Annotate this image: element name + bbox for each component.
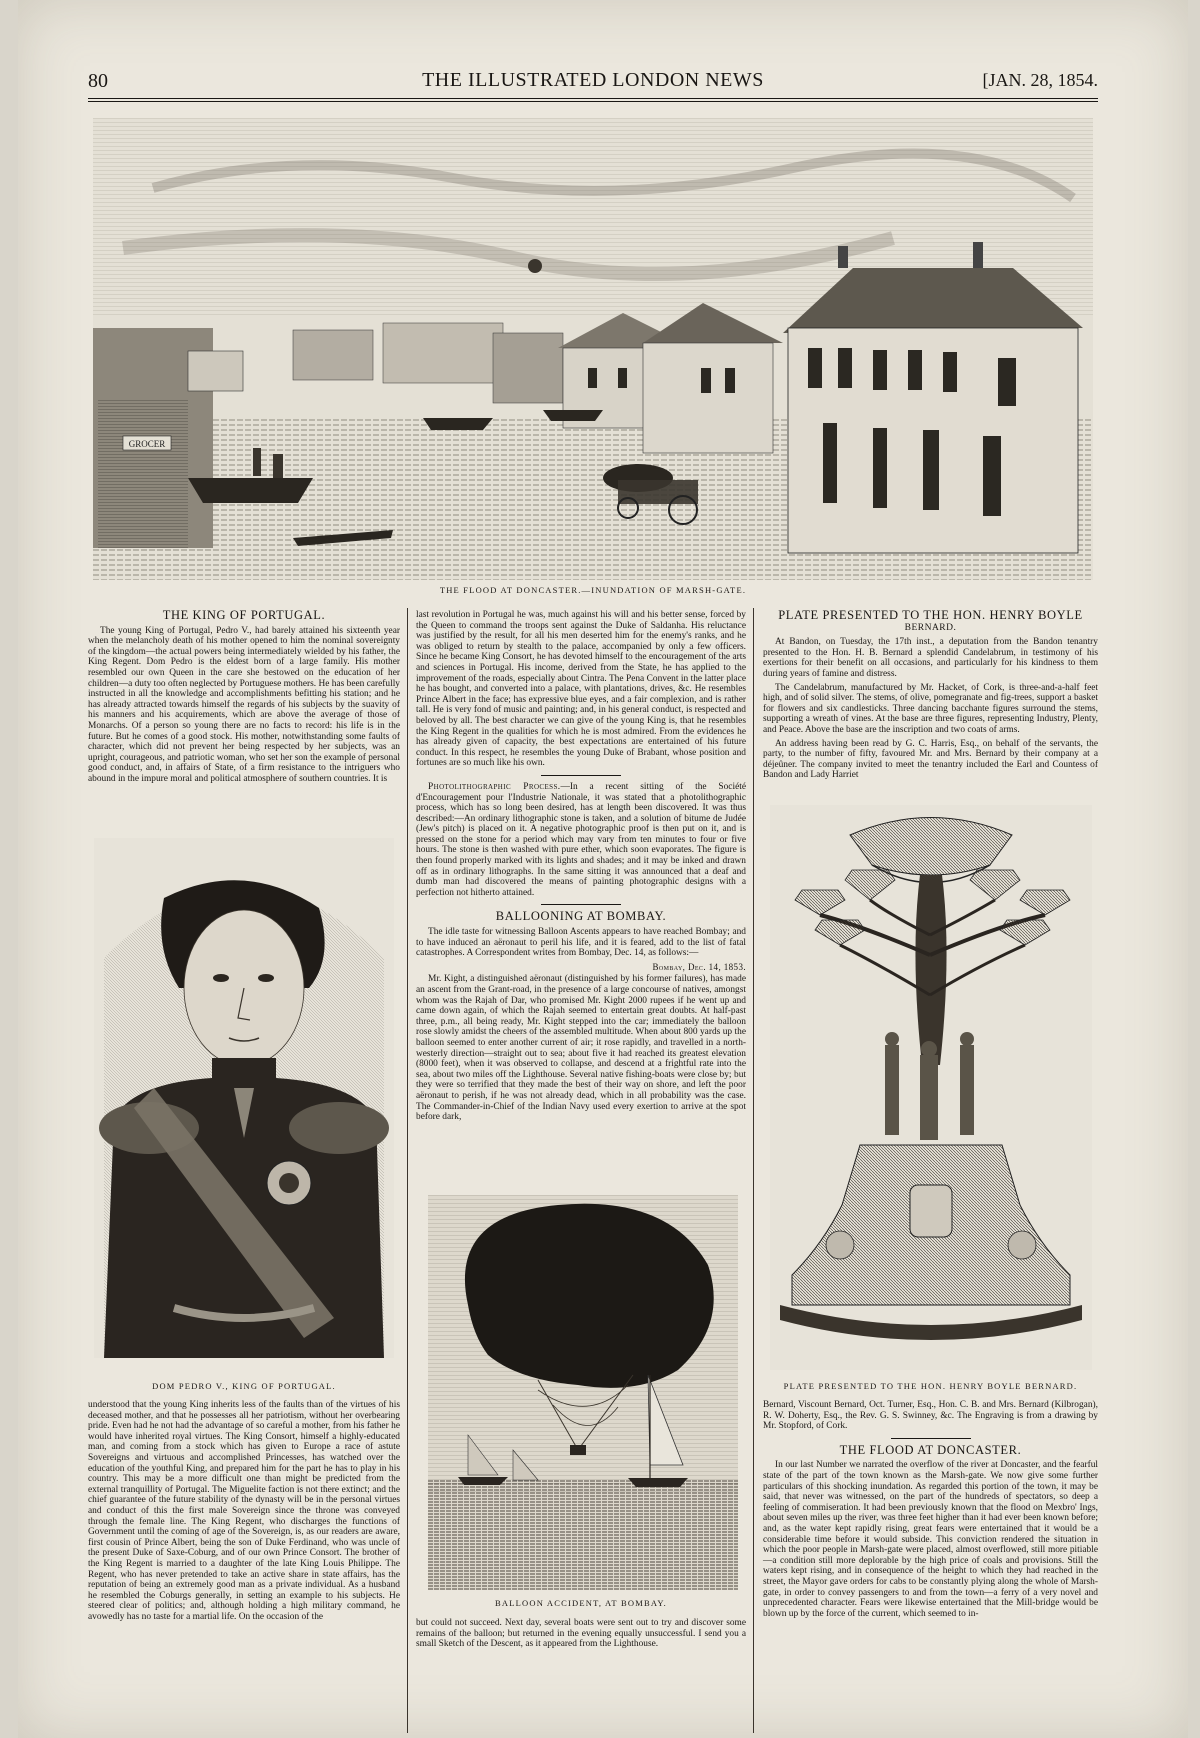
column-rule-2: [753, 608, 754, 1733]
candelabrum-engraving: [770, 805, 1092, 1370]
balloon-heading: BALLOONING AT BOMBAY.: [495, 909, 667, 924]
balloon-ending: [416, 1618, 746, 1653]
newspaper-page: [18, 0, 1188, 1738]
candelabrum-image: [770, 805, 1092, 1370]
balloon-end-paragraph: but could not succeed. Next day, several boats were sent out to try and discover some remains of the balloon; but returned in the evening equally unsuccessful. I send you a small Sketch of the Descent, as it appeared from the Lighthouse.: [416, 1618, 746, 1650]
balloon-dateline: Bombay, Dec. 14, 1853.: [652, 961, 746, 972]
plate-article-bottom: [763, 1400, 1098, 1622]
section-divider: [541, 775, 621, 776]
balloon-intro: The idle taste for witnessing Balloon Ascents appears to have reached Bombay; and to have induced an aëronaut to peril his life, and it is feared, add to the list of fatal catastrophes. A Correspondent writes from Bombay, Dec. 14, as follows:—: [416, 927, 746, 959]
king-article-bottom: [88, 1400, 400, 1625]
masthead-rule-thin: [88, 101, 1098, 102]
dom-pedro-portrait-image: [94, 838, 394, 1358]
flood-caption: THE FLOOD AT DONCASTER.—INUNDATION OF MARSH-GATE.: [439, 585, 747, 595]
plate-subheading: BERNARD.: [904, 622, 957, 633]
portrait-engraving: [94, 838, 394, 1358]
middle-column-text: [416, 610, 746, 1126]
plate-paragraph-3: An address having been read by G. C. Harris, Esq., on behalf of the servants, the party, to the number of fifty, favoured Mr. and Mrs. Bernard by their company at a déjeûner. The company invited to meet the tenantry included the Earl and Countess of Bandon and Lady Harriet: [763, 738, 1098, 781]
king-paragraph-1: The young King of Portugal, Pedro V., had barely attained his sixteenth year when the melancholy death of his mother opened to him the nominal sovereignty of the kingdom—the actual powers being intermediately wielded by his father, the King Regent. Dom Pedro is the eldest born of a large family. His mother resembled our own Queen in the care she bestowed on the education of her children—a duty too often neglected by Portuguese mothers. He has been carefully instructed in all the knowledge and accomplishments befitting his station; and he has already attracted towards himself the regards of his subjects by the suavity of his manners and his acquirements, which are above the average of those of Monarchs. Of a person so young there are no facts to record: his life is in the future. But he comes of a good stock. His mother, notwithstanding some faults of character, which did not prevent her being respected by her subjects, was an upright, courageous, and patriotic woman, who set her son the example of personal good conduct, and, in affairs of State, of a firm resistance to the intriguers who abound in the impure moral and political atmosphere of southern countries. It is: [88, 625, 400, 784]
page-number: 80: [88, 70, 108, 92]
king-paragraph-3: last revolution in Portugal he was, much against his will and his better sense, forced by the Queen to command the troops sent against the Duke of Saldanha. His reluctance was justified by the result, for all his men deserted him for the enemy's ranks, and he was obliged to return by stealth to the palace, accompanied by only a few officers. Since he became King Consort, he has devoted himself to the encouragement of the arts and sciences in Portugal. His income, derived from the State, he has applied to the improvement of the roads, especially about Cintra. The Pena Convent in the latter place he has bought, and converted into a palace, with plantations, drives, &c. He resembles Prince Albert in the face; has expressive blue eyes, and a fair complexion, and is rather tall. He is very fond of music and painting; and, in his general conduct, is respected and beloved by all. The best character we can give of the young King is, that he resembles the King Regent in the qualities for which he is most admired. From the evidences he has already given of capacity, the best expectations are entertained of his future conduct. In this respect, he resembles the young Duke of Brabant, whose position and fortunes are so much like his own.: [416, 610, 746, 769]
plate-article-top: [763, 610, 1098, 784]
flood-engraving: [93, 118, 1093, 580]
newspaper-title: THE ILLUSTRATED LONDON NEWS: [422, 69, 764, 91]
balloon-caption: BALLOON ACCIDENT, AT BOMBAY.: [495, 1598, 667, 1608]
plate-caption: PLATE PRESENTED TO THE HON. HENRY BOYLE BERNARD.: [783, 1381, 1078, 1391]
balloon-accident-image: [428, 1195, 738, 1590]
section-divider-2: [541, 904, 621, 905]
column-rule-1: [407, 608, 408, 1733]
masthead-rule: [88, 98, 1098, 99]
king-article-top: [88, 610, 400, 788]
doncaster-paragraph: In our last Number we narrated the overflow of the river at Doncaster, and the fearful state of the part of the town known as the Marsh-gate. We now give some further particulars of this shocking inundation. As regarded this portion of the town, it may be said, that never was witnessed, on the part of the hundreds of spectators, so deep a feeling of commiseration. It had been previously known that the flood on Mexbro' Ings, about seven miles up the river, was three feet higher than it had ever been known before; and, as the water kept rapidly rising, great fears were entertained that it would be a considerable time before it would subside. This conviction rendered the situation in which the poor people in Marsh-gate were placed, almost overflowed, still more pitiable—a condition still more deplorable by the high price of coals and provisions. Still the waters kept rising, and in consequence of the height to which they had reached in the street, the Mayor gave orders for cabs to be constantly plying along the whole of Marsh-gate, in order to convey passengers to and from the town—a ferry of a very novel and unprecedented character. Fears were likewise entertained that the Mill-bridge would be blown up by the force of the current, which seemed to in-: [763, 1460, 1098, 1619]
balloon-letter: Mr. Kight, a distinguished aëronaut (distinguished by his former failures), has made an ascent from the Grant-road, in the presence of a large concourse of natives, amongst whom was the Rajah of Dar, who promised Mr. Kight 2000 rupees if he went up and came down again, of which the Rajah seemed to entertain great doubts. At half-past three, p.m., all being ready, Mr. Kight stepped into the car; immediately the balloon rose slowly amidst the cheers of the assembled multitude. When about 800 yards up the balloon seemed to enter another current of air; it rose rapidly, and travelled in a north-westerly direction—straight out to sea; about five it had reached its greatest elevation (8000 feet), when it was observed to collapse, and descend at a frightful rate into the sea, about two miles off the Lighthouse. Several native fishing-boats were close by; but they were so terrified that they made the best of their way on shore, and left the poor aëronaut to perish, if he was not already dead, which in all probability was the case. The Commander-in-Chief of the Indian Navy used every exertion to arrive at the spot before dark,: [416, 974, 746, 1123]
king-heading: THE KING OF PORTUGAL.: [162, 608, 326, 622]
plate-heading: PLATE PRESENTED TO THE HON. HENRY BOYLE: [778, 608, 1083, 622]
section-divider-3: [891, 1438, 971, 1439]
king-paragraph-2: understood that the young King inherits less of the faults than of the virtues of his deceased mother, and that he possesses all her patriotism, without her overbearing pride. Even had he not had the advantage of so careful a mother, from his father he would have inherited royal virtues. The King Consort, himself a highly-educated man, and coming from a stock which has given to Europe a race of astute Sovereigns and virtuous and accomplished Princesses, has watched over the education of the youthful King, and prepared him for the part he has to play in his country. This may be a more difficult one than might be predicted from the external tranquillity of Portugal. The Miguelite faction is not there extinct; and the chief guarantee of the future stability of the dynasty will be in the personal virtues and conduct of this the first male Sovereign since the throne was conveyed through the female line. The King Regent, who discharges the functions of Government until the coming of age of the Sovereign, is, as our readers are aware, first cousin of Prince Albert, being the son of Duke Ferdinand, who was uncle of the present Duke of Saxe-Coburg, and of our own Prince Consort. The brother of the King Regent is married to a daughter of the late King Louis Philippe. The Regent, who has never pretended to take an active share in state affairs, has the reputation of being an extremely good man as a private individual. As a husband he resembled the Coburgs generally, in setting an example to his subjects. He steered clear of politics; and, although holding a high military command, he avowedly has no taste for a martial life. On the occasion of the: [88, 1400, 400, 1622]
photolithography-text: —In a recent sitting of the Société d'Encouragement pour l'Industrie Nationale, it was stated that a photolithographic process, which has so long been desired, has at length been discovered. It was thus described:—An ordinary lithographic stone is taken, and a solution of bitume de Judée (Jew's pitch) is placed on it. A negative photographic proof is then put on it, and is pressed on the stone for a period which may vary from ten minutes to four or five hours. The stone is then washed with pure ether, which soon evaporates. The figure is then found properly marked with its lights and shades; and it may be inked and drawn off as in ordinary lithographs. In the same sitting it was announced that a deaf and dumb man had discovered the means of painting photographic designs with a perfection not hitherto attained.: [416, 781, 746, 898]
flood-scene-image: [93, 118, 1093, 580]
doncaster-heading: THE FLOOD AT DONCASTER.: [839, 1442, 1022, 1457]
grocer-sign: GROCER: [128, 439, 166, 449]
balloon-engraving: [428, 1195, 738, 1590]
plate-paragraph-4: Bernard, Viscount Bernard, Oct. Turner, Esq., Hon. C. B. and Mrs. Bernard (Kilbrogan), R. W. Doherty, Esq., the Rev. G. S. Swinney, &c. The Engraving is from a drawing by Mr. Stopford, of Cork.: [763, 1400, 1098, 1432]
photolithography-lead: Photolithographic Process.: [428, 781, 561, 792]
plate-paragraph-2: The Candelabrum, manufactured by Mr. Hacket, of Cork, is three-and-a-half feet high, and of solid silver. The stems, of olive, pomegranate and fig-trees, support a basket for flowers and six candlesticks. Three dancing bacchante figures surround the stems, supporting a wreath of vines. At the base are three figures, representing Industry, Plenty, and Peace. Above the base are the inscription and two coats of arms.: [763, 682, 1098, 735]
plate-paragraph-1: At Bandon, on Tuesday, the 17th inst., a deputation from the Bandon tenantry presented to the Hon. H. B. Bernard a splendid Candelabrum, in testimony of his exertions for their benefit on all occasions, and particularly for his kindness to them during years of famine and distress.: [763, 637, 1098, 679]
issue-date: [JAN. 28, 1854.: [982, 70, 1098, 90]
masthead: [88, 66, 1098, 96]
photolithography-paragraph: [416, 782, 746, 899]
portrait-caption: DOM PEDRO V., KING OF PORTUGAL.: [152, 1381, 336, 1391]
